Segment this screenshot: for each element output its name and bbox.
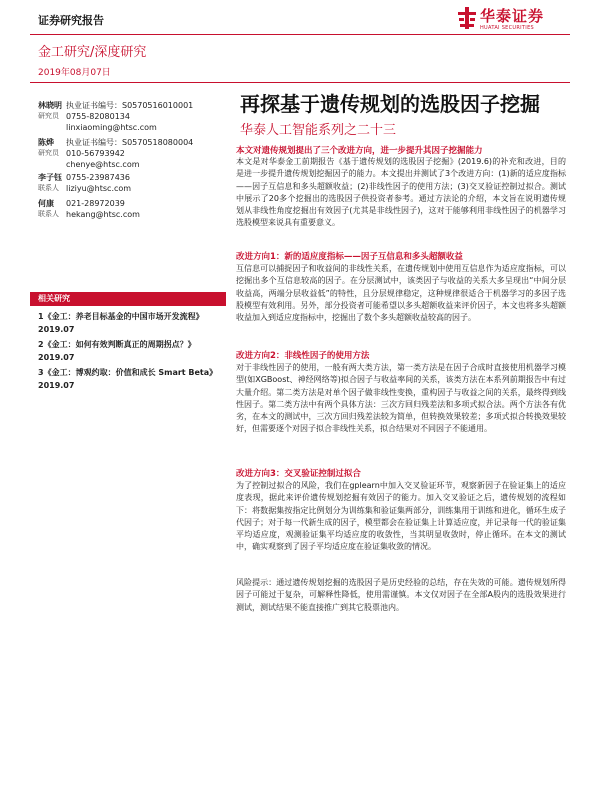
header-divider [30,34,570,35]
huatai-logo [458,3,568,33]
analyst-role: 研究员 [38,112,59,120]
analyst-name: 林晓明 [38,101,62,110]
report-subtitle: 华泰人工智能系列之二十三 [240,123,397,138]
huatai-logo-mark-icon [458,7,476,29]
section-heading: 改进方向3：交叉验证控制过拟合 [236,469,361,479]
analyst-name: 陈烨 [38,138,54,147]
analyst-role: 研究员 [38,149,59,157]
analyst-role: 联系人 [38,184,59,192]
report-category: 金工研究/深度研究 [38,45,147,60]
analyst-block [38,137,228,170]
analyst-license: 执业证书编号：S0570516010001 [66,101,194,110]
brand-name-en: HUATAI SECURITIES [480,25,534,31]
analyst-email[interactable]: linxiaoming@htsc.com [66,123,157,132]
analyst-name: 李子钰 [38,173,62,182]
analyst-license: 执业证书编号：S0570518080004 [66,138,194,147]
report-type-label: 证券研究报告 [38,14,104,27]
related-research-header [30,292,226,306]
analyst-phone: 0755-82080134 [66,112,130,121]
related-research-item[interactable]: 3《金工：博观约取：价值和成长 Smart Beta》2019.07 [38,368,218,390]
section-body: 本文是对华泰金工前期报告《基于遗传规划的选股因子挖掘》(2019.6)的补充和改进，目的是进一步提升遗传规划挖掘因子的能力。本文提出并测试了3个改进方向：(1)新的适应度指标——因子互信息和多头超额收益；(2)非线性因子的使用方法；(3)交叉验证控制过拟合。测试中展示了20多个挖掘出的选股因子供投资者参考。通过方法论的介绍，本文旨在说明遗传规划从非线性角度挖掘出有效因子(尤其是非线性因子)，这对于能够利用非线性因子的机器学习选股模型来说具有重要意义。 [236,157,566,228]
analyst-block [38,198,228,220]
analyst-phone: 021-28972039 [66,199,125,208]
brand-name-cn: 华泰证券 [480,7,545,25]
analyst-role: 联系人 [38,210,59,218]
analyst-phone: 0755-23987436 [66,173,130,182]
risk-warning: 风险提示：通过遗传规划挖掘的选股因子是历史经验的总结，存在失效的可能。遗传规划所得因子可能过于复杂，可解释性降低，使用需谨慎。本文仅对因子在全部A股内的选股效果进行测试，测试结果不能直接推广到其它股票池内。 [236,578,566,612]
related-research-item[interactable]: 1《金工：养老目标基金的中国市场开发流程》2019.07 [38,312,204,334]
section-heading: 本文对遗传规划提出了三个改进方向，进一步提升其因子挖掘能力 [236,146,483,156]
section-body: 为了控制过拟合的风险，我们在gplearn中加入交叉验证环节，观察新因子在验证集上的适应度表现，据此来评价遗传规划挖掘有效因子的能力。加入交叉验证之后，遗传规划的流程如下：将数据集按指定比例划分为训练集和验证集两部分，训练集用于训练和进化，循环生成子代因子；对于每一代新生成的因子，模型都会在验证集上计算适应度，并记录每一代的验证集平均适应度，观测验证集平均适应度的收敛性，当其明显收敛时，停止循环。在本文的测试中，确实观察到了因子平均适应度在验证集收敛的情况。 [236,481,566,552]
date-divider [30,82,570,83]
analyst-email[interactable]: chenye@htsc.com [66,160,140,169]
related-research-heading: 相关研究 [38,294,70,303]
section-body: 对于非线性因子的使用，一般有两大类方法，第一类方法是在因子合成时直接使用机器学习模型(如XGBoost、神经网络等)拟合因子与收益率间的关系，该类方法在本系列前期报告中有过大量介绍。第二类方法是对单个因子做非线性变换，重构因子与收益之间的关系，最终得到线性因子。第二类方法中有两个具体方法：三次方回归残差法和多项式拟合法。两个方法各有优劣，在本文的测试中，三次方回归残差法较为简单，但转换效果较差；多项式拟合转换效果较好，但需要逐个对因子拟合非线性关系，拟合结果对不同因子不能通用。 [236,363,566,434]
section-heading: 改进方向1：新的适应度指标——因子互信息和多头超额收益 [236,252,463,262]
report-title: 再探基于遗传规划的选股因子挖掘 [240,92,540,116]
section-body: 互信息可以捕捉因子和收益间的非线性关系，在遗传规划中使用互信息作为适应度指标，可以挖掘出多个互信息较高的因子。在分层测试中，该类因子与收益的关系大多呈现出“中间分层收益高，两端分层收益低”的特性，且分层规律稳定，这种规律很适合于机器学习的多因子选股模型有效利用。另外，部分投资者可能希望以多头超额收益来评价因子，本文也将多头超额收益加入到适应度指标中，挖掘出了数个多头超额收益较高的因子。 [236,264,566,323]
section-heading: 改进方向2：非线性因子的使用方法 [236,351,370,361]
report-date: 2019年08月07日 [38,68,111,78]
analyst-email[interactable]: liziyu@htsc.com [66,184,132,193]
analyst-block [38,172,228,194]
analyst-name: 何康 [38,199,54,208]
related-research-item[interactable]: 2《金工：如何有效判断真正的周期拐点？》2019.07 [38,340,196,362]
analyst-block [38,100,228,133]
analyst-phone: 010-56793942 [66,149,125,158]
analyst-email[interactable]: hekang@htsc.com [66,210,140,219]
